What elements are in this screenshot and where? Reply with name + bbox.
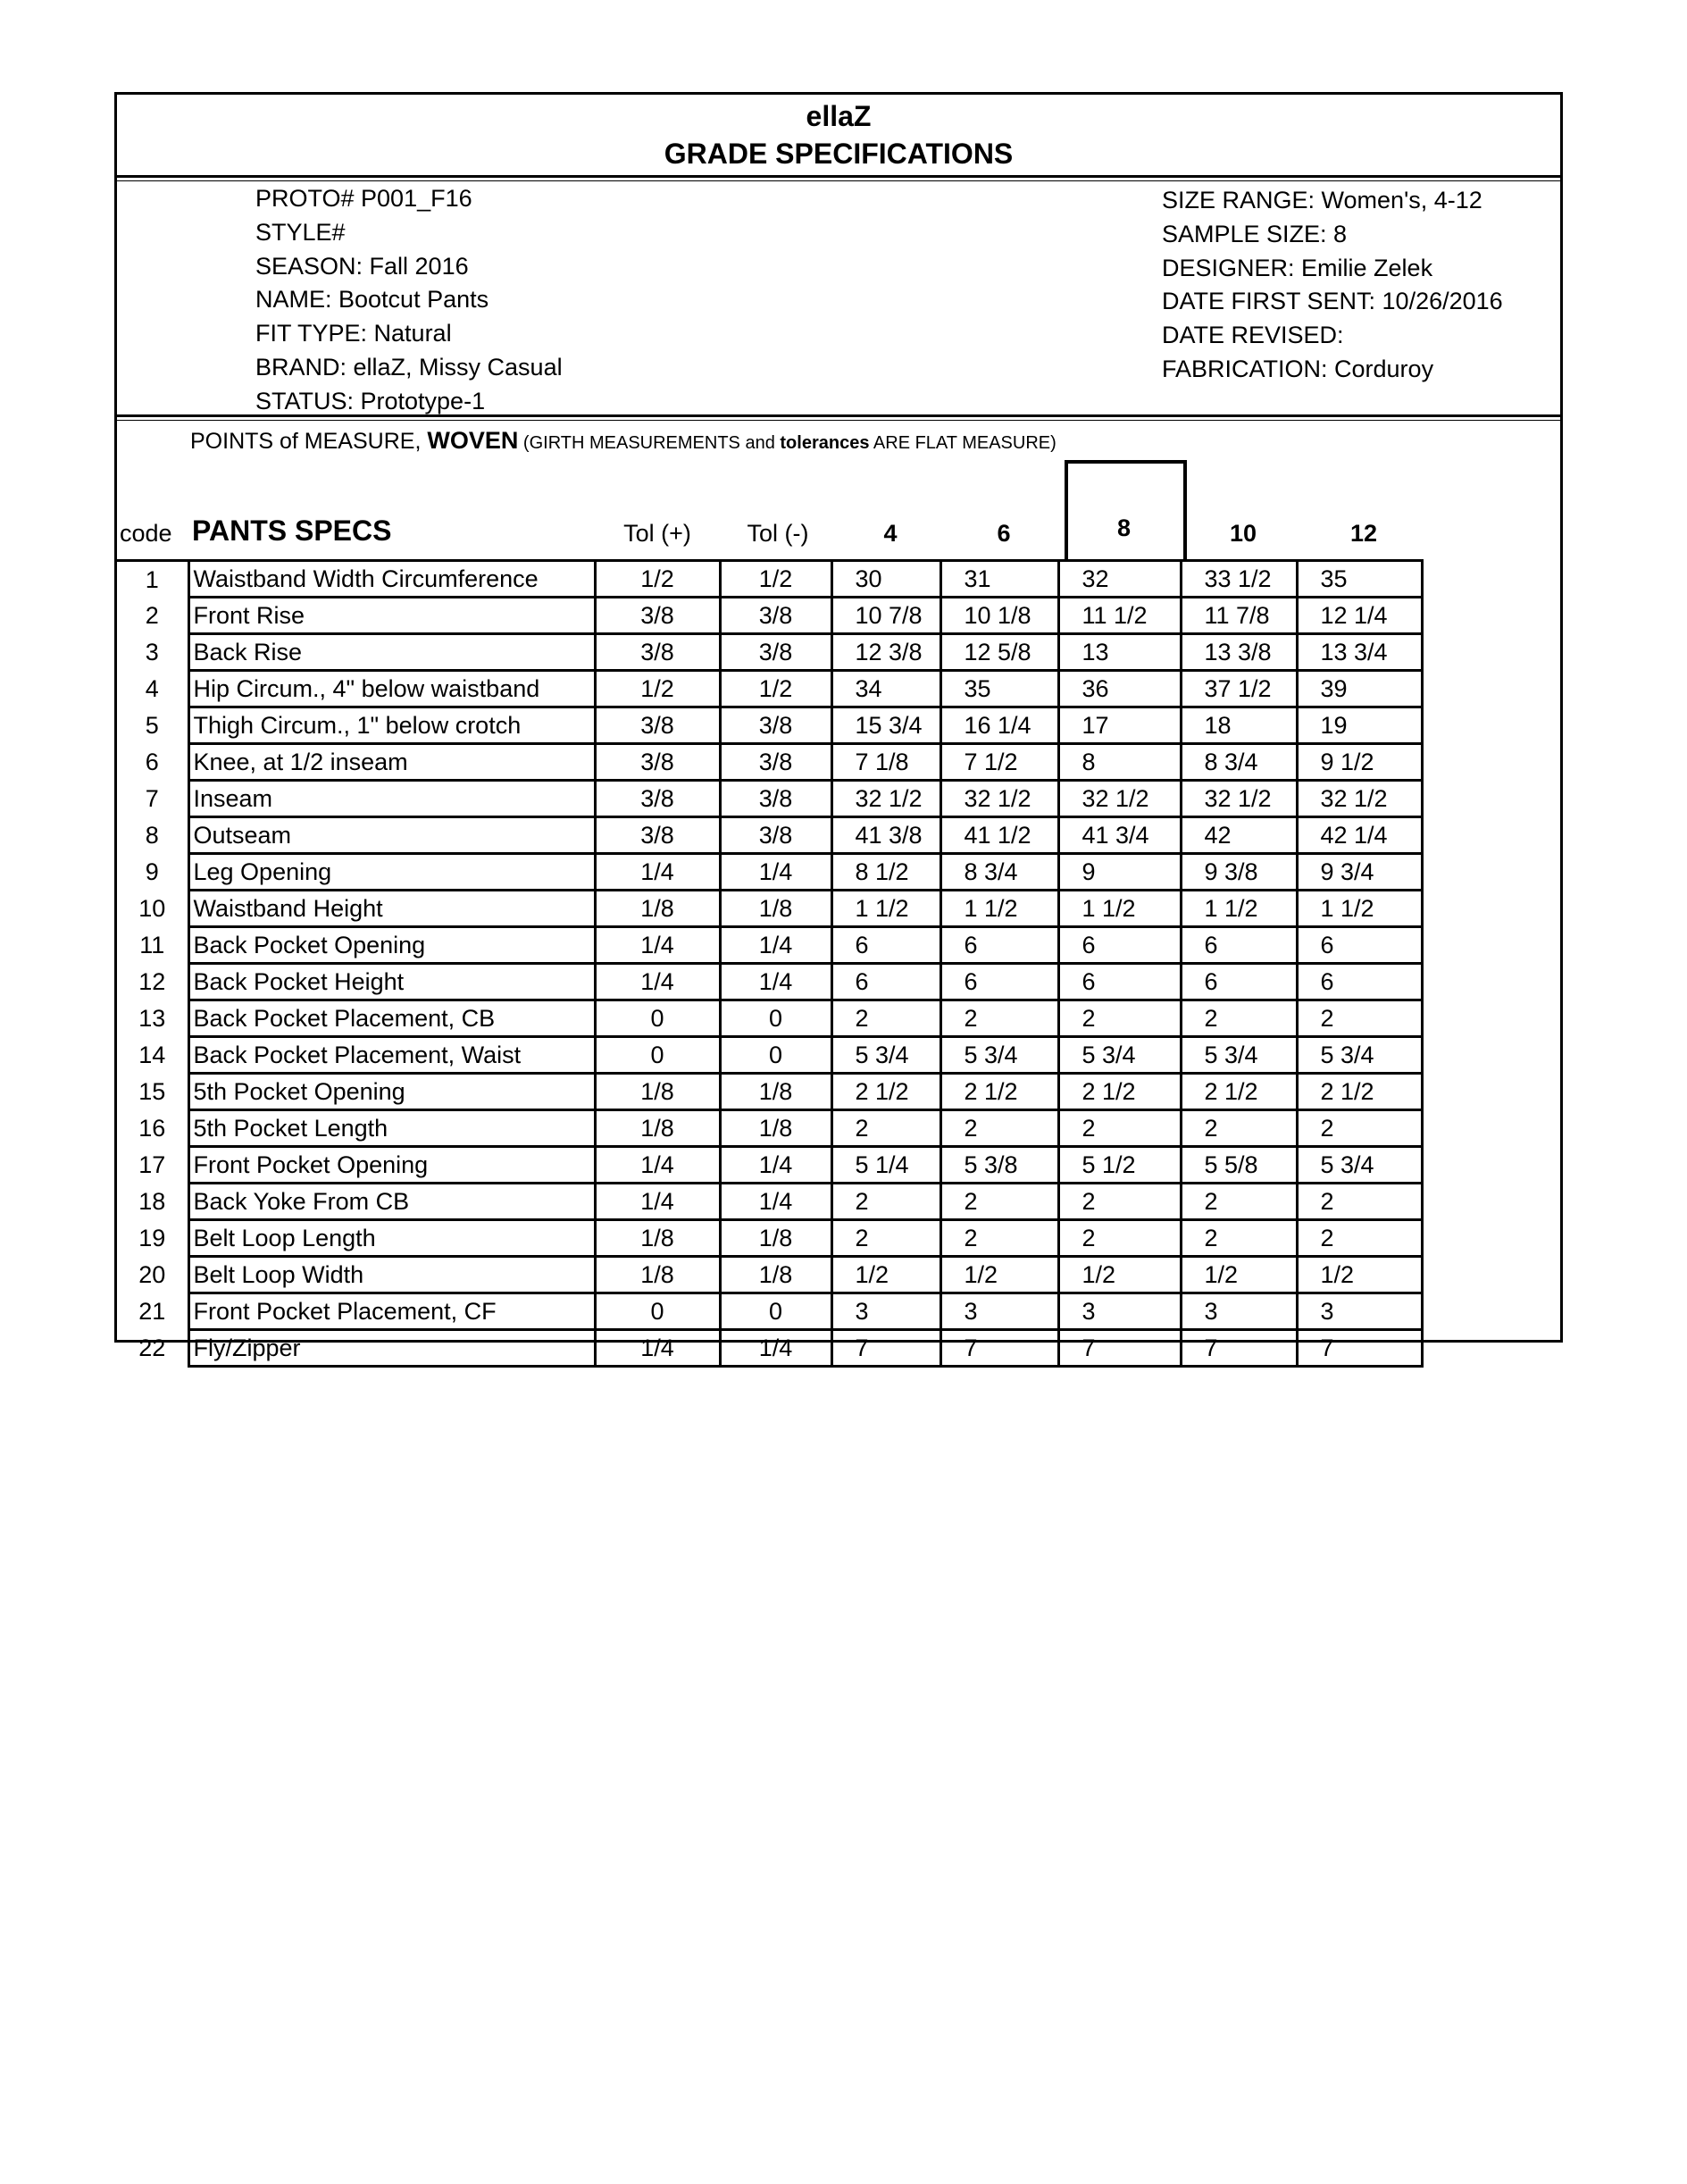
row-size-value: 2 <box>940 1184 1058 1220</box>
row-measure-name: 5th Pocket Opening <box>188 1074 595 1110</box>
row-measure-name: Belt Loop Width <box>188 1257 595 1293</box>
row-code: 18 <box>138 1188 166 1215</box>
table-row <box>117 1074 1422 1110</box>
row-tol-plus: 3/8 <box>595 707 720 744</box>
row-tol-minus: 3/8 <box>720 598 831 634</box>
row-size-value: 2 <box>1058 1220 1181 1257</box>
row-tol-plus: 3/8 <box>595 598 720 634</box>
row-size-value: 10 1/8 <box>940 598 1058 634</box>
row-tol-plus: 1/8 <box>595 1110 720 1147</box>
row-size-value: 13 3/8 <box>1181 634 1297 671</box>
row-tol-plus: 0 <box>595 1037 720 1074</box>
row-code: 22 <box>138 1335 166 1361</box>
row-size-value: 7 <box>1297 1330 1422 1367</box>
row-size-value: 2 <box>940 1110 1058 1147</box>
row-size-value: 1 1/2 <box>1297 891 1422 927</box>
row-size-value: 6 <box>1058 964 1181 1000</box>
row-size-value: 5 3/4 <box>831 1037 940 1074</box>
row-size-value: 2 1/2 <box>1297 1074 1422 1110</box>
row-tol-minus: 0 <box>720 1037 831 1074</box>
sample-info-row: FABRICATION: Corduroy <box>1162 355 1434 382</box>
pom-prefix: POINTS of MEASURE, <box>190 429 428 454</box>
info-divider <box>117 414 1560 417</box>
style-info-row: STYLE# <box>255 218 346 246</box>
row-code: 8 <box>145 822 159 849</box>
row-size-value: 2 1/2 <box>831 1074 940 1110</box>
style-info-row: STATUS: Prototype-1 <box>255 387 486 414</box>
row-size-value: 7 <box>831 1330 940 1367</box>
row-tol-plus: 1/8 <box>595 891 720 927</box>
spec-table <box>117 559 1424 1368</box>
row-tol-minus: 1/4 <box>720 964 831 1000</box>
row-size-value: 2 <box>1058 1184 1181 1220</box>
sample-info-row: DESIGNER: Emilie Zelek <box>1162 254 1433 281</box>
row-size-value: 3 <box>1181 1293 1297 1330</box>
table-row <box>117 707 1422 744</box>
header-size-6: 6 <box>997 520 1011 547</box>
style-info-row: PROTO# P001_F16 <box>255 185 472 212</box>
row-measure-name: Waistband Height <box>188 891 595 927</box>
row-tol-minus: 1/2 <box>720 561 831 598</box>
row-size-value: 15 3/4 <box>831 707 940 744</box>
row-size-value: 12 5/8 <box>940 634 1058 671</box>
table-row <box>117 854 1422 891</box>
row-size-value: 7 <box>1058 1330 1181 1367</box>
row-tol-plus: 1/4 <box>595 1330 720 1367</box>
row-tol-plus: 0 <box>595 1293 720 1330</box>
row-measure-name: Thigh Circum., 1" below crotch <box>188 707 595 744</box>
row-measure-name: Outseam <box>188 817 595 854</box>
row-size-value: 11 7/8 <box>1181 598 1297 634</box>
row-code: 16 <box>138 1115 166 1142</box>
row-tol-minus: 1/8 <box>720 891 831 927</box>
table-row <box>117 671 1422 707</box>
row-size-value: 7 1/2 <box>940 744 1058 781</box>
row-size-value: 2 <box>940 1220 1058 1257</box>
row-size-value: 32 1/2 <box>831 781 940 817</box>
row-code: 12 <box>138 968 166 995</box>
brand-name: ellaZ <box>806 100 872 132</box>
row-tol-minus: 3/8 <box>720 817 831 854</box>
row-size-value: 18 <box>1181 707 1297 744</box>
table-row <box>117 634 1422 671</box>
table-row <box>117 1220 1422 1257</box>
row-size-value: 2 <box>940 1000 1058 1037</box>
row-size-value: 9 3/8 <box>1181 854 1297 891</box>
row-measure-name: Back Pocket Placement, Waist <box>188 1037 595 1074</box>
row-measure-name: Waistband Width Circumference <box>188 561 595 598</box>
table-row <box>117 1257 1422 1293</box>
table-row <box>117 781 1422 817</box>
row-code: 11 <box>139 932 165 958</box>
table-row <box>117 1037 1422 1074</box>
header-size-12: 12 <box>1349 520 1378 547</box>
row-size-value: 19 <box>1297 707 1422 744</box>
row-tol-plus: 1/2 <box>595 671 720 707</box>
row-tol-minus: 1/8 <box>720 1074 831 1110</box>
row-size-value: 9 3/4 <box>1297 854 1422 891</box>
row-tol-plus: 1/8 <box>595 1220 720 1257</box>
row-measure-name: Leg Opening <box>188 854 595 891</box>
row-size-value: 41 3/8 <box>831 817 940 854</box>
row-size-value: 6 <box>940 927 1058 964</box>
document-title: GRADE SPECIFICATIONS <box>664 138 1014 170</box>
points-of-measure-note <box>190 427 1056 455</box>
header-code: code <box>120 520 172 547</box>
row-tol-plus: 3/8 <box>595 634 720 671</box>
table-row <box>117 1110 1422 1147</box>
row-size-value: 8 <box>1058 744 1181 781</box>
table-row <box>117 964 1422 1000</box>
header-size-4: 4 <box>883 520 898 547</box>
row-size-value: 17 <box>1058 707 1181 744</box>
row-size-value: 7 <box>1181 1330 1297 1367</box>
row-size-value: 6 <box>1181 964 1297 1000</box>
row-size-value: 32 1/2 <box>1297 781 1422 817</box>
row-size-value: 8 1/2 <box>831 854 940 891</box>
row-tol-minus: 3/8 <box>720 707 831 744</box>
row-tol-minus: 3/8 <box>720 744 831 781</box>
info-divider-inner <box>117 420 1560 421</box>
row-size-value: 2 <box>1297 1220 1422 1257</box>
grade-spec-sheet <box>114 92 1563 1361</box>
row-tol-minus: 3/8 <box>720 781 831 817</box>
header-size-10: 10 <box>1229 520 1257 547</box>
row-measure-name: Front Pocket Placement, CF <box>188 1293 595 1330</box>
row-size-value: 2 <box>831 1000 940 1037</box>
row-code: 20 <box>138 1261 166 1288</box>
row-tol-minus: 1/4 <box>720 1184 831 1220</box>
row-measure-name: 5th Pocket Length <box>188 1110 595 1147</box>
pom-note-b: tolerances <box>780 433 870 453</box>
pom-note-c: ARE FLAT MEASURE) <box>869 433 1056 453</box>
row-tol-plus: 3/8 <box>595 817 720 854</box>
row-size-value: 6 <box>831 927 940 964</box>
row-measure-name: Belt Loop Length <box>188 1220 595 1257</box>
row-size-value: 41 1/2 <box>940 817 1058 854</box>
row-size-value: 33 1/2 <box>1181 561 1297 598</box>
row-measure-name: Back Pocket Placement, CB <box>188 1000 595 1037</box>
row-size-value: 5 3/4 <box>940 1037 1058 1074</box>
row-code: 15 <box>138 1078 166 1105</box>
sample-info-row: SIZE RANGE: Women's, 4-12 <box>1162 187 1482 213</box>
pom-note-a: (GIRTH MEASUREMENTS and <box>518 433 781 453</box>
sample-info-row: DATE REVISED: <box>1162 322 1344 349</box>
row-size-value: 2 <box>1297 1000 1422 1037</box>
table-row <box>117 561 1422 598</box>
row-size-value: 1/2 <box>831 1257 940 1293</box>
style-info <box>255 182 563 419</box>
table-row <box>117 1184 1422 1220</box>
row-size-value: 1 1/2 <box>940 891 1058 927</box>
row-size-value: 2 1/2 <box>940 1074 1058 1110</box>
row-size-value: 2 <box>1181 1000 1297 1037</box>
row-size-value: 8 3/4 <box>940 854 1058 891</box>
row-tol-plus: 1/8 <box>595 1257 720 1293</box>
row-tol-minus: 1/8 <box>720 1257 831 1293</box>
row-measure-name: Front Pocket Opening <box>188 1147 595 1184</box>
row-size-value: 1/2 <box>1297 1257 1422 1293</box>
row-tol-minus: 1/8 <box>720 1220 831 1257</box>
table-row <box>117 744 1422 781</box>
row-size-value: 6 <box>831 964 940 1000</box>
sample-size-highlight <box>1065 460 1187 560</box>
row-size-value: 41 3/4 <box>1058 817 1181 854</box>
title-divider-inner <box>117 180 1560 181</box>
row-size-value: 35 <box>1297 561 1422 598</box>
row-size-value: 6 <box>1297 964 1422 1000</box>
row-size-value: 1 1/2 <box>1181 891 1297 927</box>
row-tol-plus: 0 <box>595 1000 720 1037</box>
row-size-value: 1 1/2 <box>831 891 940 927</box>
row-size-value: 3 <box>1058 1293 1181 1330</box>
row-tol-plus: 1/4 <box>595 927 720 964</box>
header-size-8: 8 <box>1116 515 1132 541</box>
row-size-value: 1 1/2 <box>1058 891 1181 927</box>
row-code: 7 <box>145 785 159 812</box>
row-size-value: 2 <box>831 1220 940 1257</box>
row-measure-name: Hip Circum., 4" below waistband <box>188 671 595 707</box>
style-info-row: FIT TYPE: Natural <box>255 320 452 347</box>
row-size-value: 39 <box>1297 671 1422 707</box>
table-row <box>117 891 1422 927</box>
row-measure-name: Back Pocket Height <box>188 964 595 1000</box>
row-size-value: 2 <box>1181 1110 1297 1147</box>
row-size-value: 6 <box>1181 927 1297 964</box>
row-size-value: 37 1/2 <box>1181 671 1297 707</box>
row-size-value: 13 <box>1058 634 1181 671</box>
row-tol-plus: 1/4 <box>595 854 720 891</box>
row-tol-plus: 3/8 <box>595 781 720 817</box>
row-measure-name: Front Rise <box>188 598 595 634</box>
row-size-value: 2 <box>1181 1184 1297 1220</box>
row-tol-minus: 1/4 <box>720 1147 831 1184</box>
row-size-value: 5 3/4 <box>1058 1037 1181 1074</box>
table-row <box>117 1293 1422 1330</box>
row-size-value: 32 1/2 <box>1058 781 1181 817</box>
row-size-value: 16 1/4 <box>940 707 1058 744</box>
row-code: 6 <box>145 749 159 775</box>
row-size-value: 7 <box>940 1330 1058 1367</box>
row-tol-plus: 1/8 <box>595 1074 720 1110</box>
table-row <box>117 1000 1422 1037</box>
row-size-value: 2 <box>1297 1110 1422 1147</box>
title-divider <box>117 175 1560 178</box>
row-size-value: 9 1/2 <box>1297 744 1422 781</box>
row-tol-minus: 0 <box>720 1000 831 1037</box>
row-tol-minus: 0 <box>720 1293 831 1330</box>
row-size-value: 3 <box>831 1293 940 1330</box>
row-tol-plus: 1/4 <box>595 1184 720 1220</box>
row-size-value: 2 <box>1058 1000 1181 1037</box>
row-code: 4 <box>145 675 159 702</box>
style-info-row: BRAND: ellaZ, Missy Casual <box>255 353 563 381</box>
row-size-value: 2 <box>831 1184 940 1220</box>
row-size-value: 2 1/2 <box>1181 1074 1297 1110</box>
row-tol-minus: 1/4 <box>720 854 831 891</box>
row-size-value: 42 1/4 <box>1297 817 1422 854</box>
row-code: 21 <box>138 1298 166 1325</box>
row-size-value: 5 3/4 <box>1181 1037 1297 1074</box>
row-size-value: 11 1/2 <box>1058 598 1181 634</box>
row-size-value: 12 3/8 <box>831 634 940 671</box>
row-tol-plus: 3/8 <box>595 744 720 781</box>
row-size-value: 5 3/4 <box>1297 1147 1422 1184</box>
row-code: 17 <box>138 1151 166 1178</box>
table-row <box>117 598 1422 634</box>
style-info-row: SEASON: Fall 2016 <box>255 252 469 280</box>
header-tol-minus: Tol (-) <box>747 520 809 547</box>
row-tol-minus: 1/4 <box>720 1330 831 1367</box>
row-code: 5 <box>145 712 159 739</box>
row-measure-name: Fly/Zipper <box>188 1330 595 1367</box>
row-size-value: 2 <box>1058 1110 1181 1147</box>
row-code: 14 <box>138 1042 166 1068</box>
row-tol-minus: 1/2 <box>720 671 831 707</box>
row-code: 2 <box>145 602 159 629</box>
row-tol-plus: 1/4 <box>595 964 720 1000</box>
row-size-value: 5 1/4 <box>831 1147 940 1184</box>
row-code: 3 <box>145 639 159 665</box>
row-size-value: 8 3/4 <box>1181 744 1297 781</box>
row-size-value: 2 <box>1181 1220 1297 1257</box>
table-row <box>117 1330 1422 1367</box>
row-measure-name: Back Rise <box>188 634 595 671</box>
table-row <box>117 817 1422 854</box>
sample-info-row: DATE FIRST SENT: 10/26/2016 <box>1162 288 1503 315</box>
row-size-value: 2 <box>831 1110 940 1147</box>
header-pants-specs: PANTS SPECS <box>192 515 392 547</box>
row-size-value: 1/2 <box>940 1257 1058 1293</box>
row-size-value: 5 1/2 <box>1058 1147 1181 1184</box>
row-size-value: 36 <box>1058 671 1181 707</box>
table-row <box>117 1147 1422 1184</box>
row-size-value: 5 3/8 <box>940 1147 1058 1184</box>
row-size-value: 9 <box>1058 854 1181 891</box>
row-size-value: 35 <box>940 671 1058 707</box>
row-size-value: 12 1/4 <box>1297 598 1422 634</box>
row-size-value: 7 1/8 <box>831 744 940 781</box>
row-size-value: 6 <box>1297 927 1422 964</box>
row-size-value: 32 <box>1058 561 1181 598</box>
row-size-value: 5 3/4 <box>1297 1037 1422 1074</box>
style-info-row: NAME: Bootcut Pants <box>255 286 489 314</box>
row-size-value: 3 <box>940 1293 1058 1330</box>
sample-info-row: SAMPLE SIZE: 8 <box>1162 220 1348 247</box>
row-measure-name: Back Pocket Opening <box>188 927 595 964</box>
row-tol-minus: 1/4 <box>720 927 831 964</box>
row-size-value: 5 5/8 <box>1181 1147 1297 1184</box>
row-size-value: 6 <box>940 964 1058 1000</box>
row-code: 13 <box>138 1005 166 1032</box>
row-size-value: 6 <box>1058 927 1181 964</box>
row-code: 19 <box>138 1225 166 1251</box>
row-measure-name: Inseam <box>188 781 595 817</box>
row-size-value: 1/2 <box>1181 1257 1297 1293</box>
row-size-value: 30 <box>831 561 940 598</box>
row-tol-plus: 1/4 <box>595 1147 720 1184</box>
table-row <box>117 927 1422 964</box>
row-measure-name: Knee, at 1/2 inseam <box>188 744 595 781</box>
row-size-value: 34 <box>831 671 940 707</box>
row-tol-minus: 3/8 <box>720 634 831 671</box>
row-size-value: 13 3/4 <box>1297 634 1422 671</box>
row-size-value: 32 1/2 <box>1181 781 1297 817</box>
row-code: 9 <box>145 858 159 885</box>
row-tol-minus: 1/8 <box>720 1110 831 1147</box>
row-size-value: 31 <box>940 561 1058 598</box>
row-size-value: 3 <box>1297 1293 1422 1330</box>
row-size-value: 2 <box>1297 1184 1422 1220</box>
row-code: 1 <box>117 561 188 598</box>
sample-info <box>1162 184 1503 387</box>
row-measure-name: Back Yoke From CB <box>188 1184 595 1220</box>
row-size-value: 32 1/2 <box>940 781 1058 817</box>
row-code: 10 <box>138 895 166 922</box>
pom-type: WOVEN <box>427 427 519 454</box>
row-size-value: 42 <box>1181 817 1297 854</box>
header-tol-plus: Tol (+) <box>623 520 691 547</box>
row-size-value: 10 7/8 <box>831 598 940 634</box>
row-tol-plus: 1/2 <box>595 561 720 598</box>
row-size-value: 2 1/2 <box>1058 1074 1181 1110</box>
row-size-value: 1/2 <box>1058 1257 1181 1293</box>
